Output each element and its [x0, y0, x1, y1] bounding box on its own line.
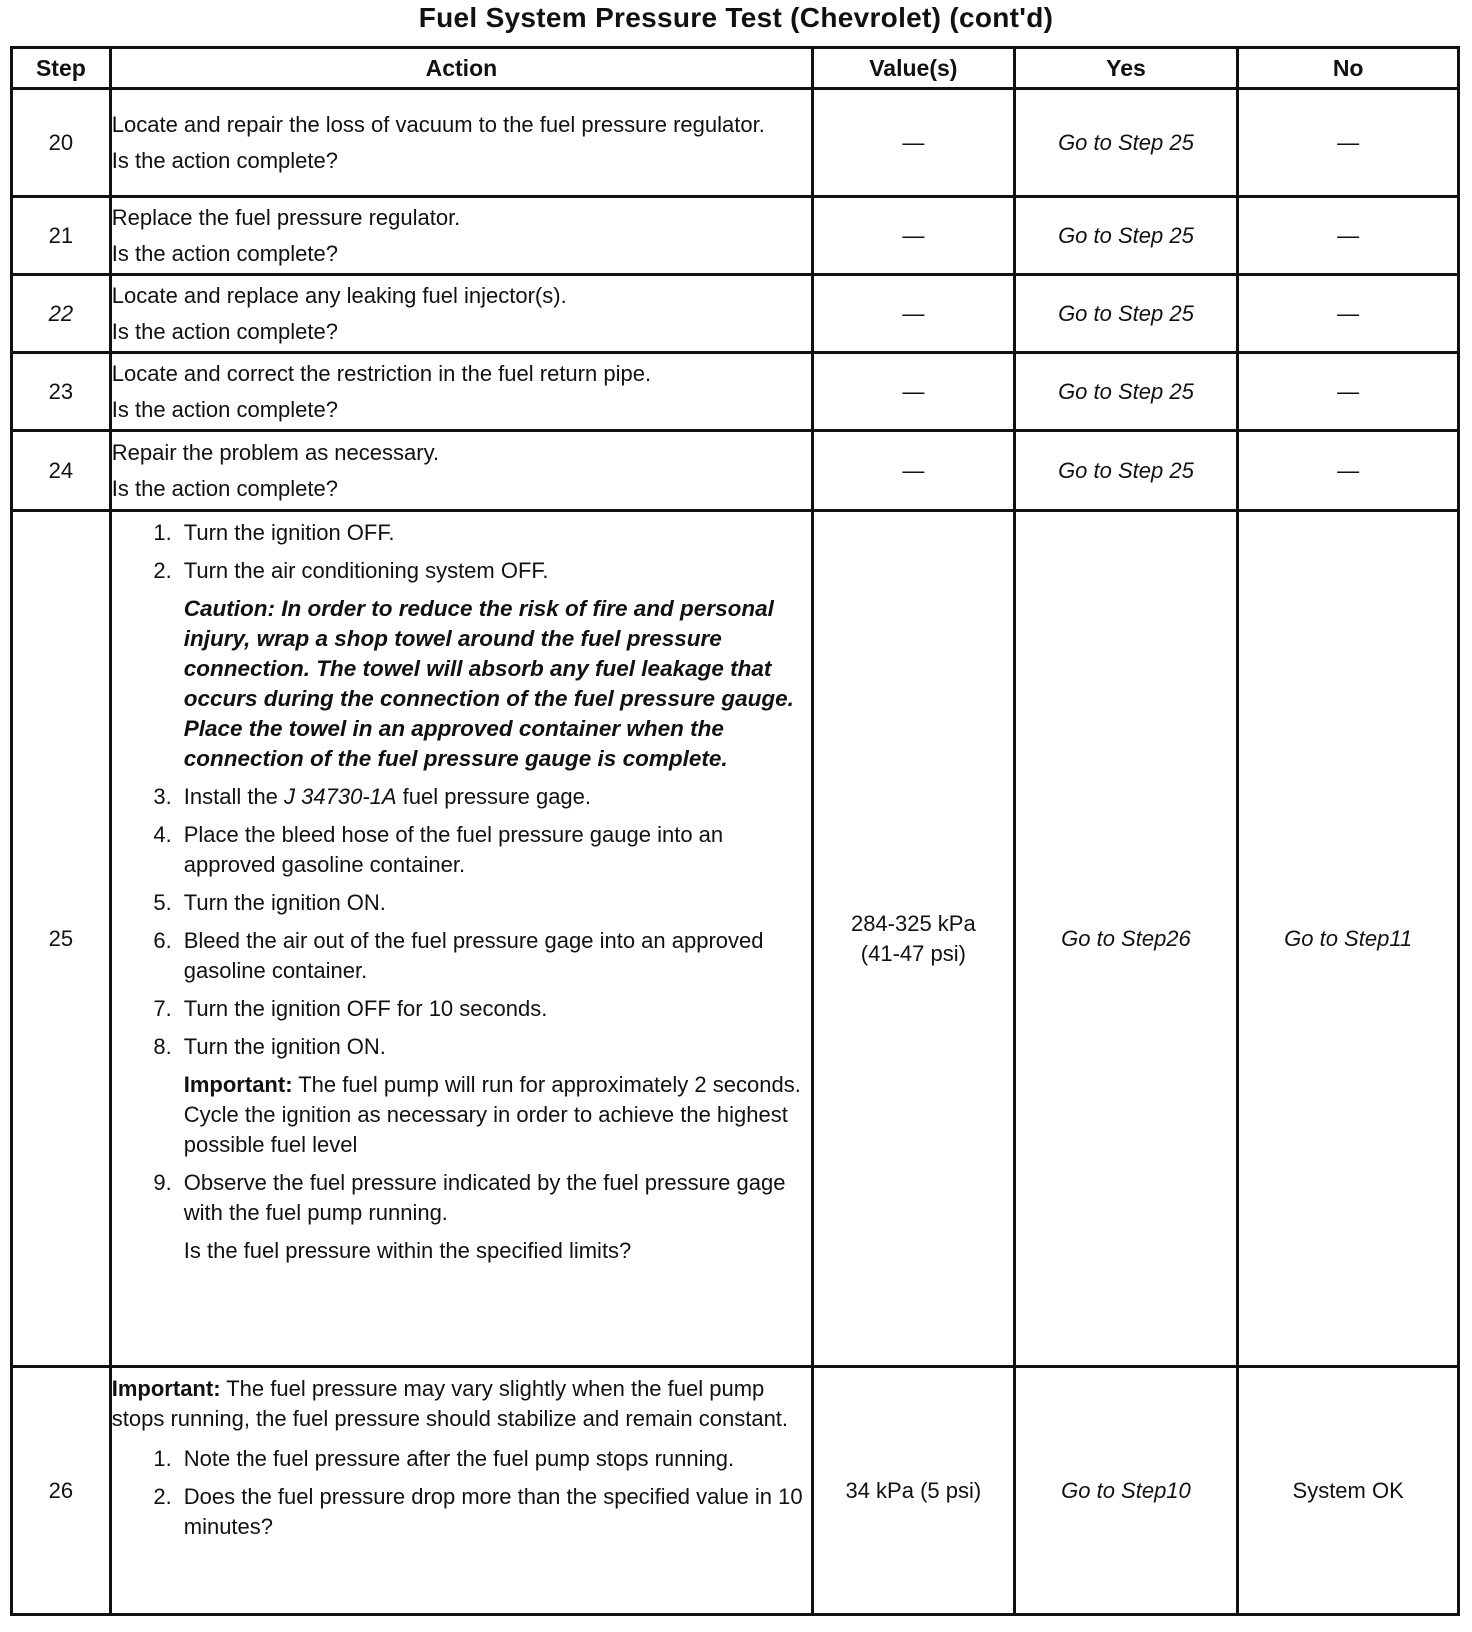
step-number: 24 — [12, 431, 111, 511]
yes-cell — [1014, 431, 1238, 511]
caution-note: Caution: In order to reduce the risk of fire and personal injury, wrap a shop towel around the fuel pressure connection. The towel will absorb any fuel leakage that occurs during the connection of the fuel pressure gauge. Place the towel in an approved container when the connection of the fuel pressure gauge is complete. — [183, 596, 794, 771]
action-cell — [110, 431, 812, 511]
no-cell — [1238, 1367, 1459, 1615]
action-question: Is the action complete? — [111, 147, 338, 173]
step-number: 22 — [12, 275, 111, 353]
yes-cell — [1014, 1367, 1238, 1615]
header-yes: Yes — [1014, 48, 1238, 89]
action-cell — [110, 89, 812, 197]
yes-cell — [1014, 511, 1238, 1367]
action-question: Is the action complete? — [111, 318, 338, 344]
action-text: Locate and repair the loss of vacuum to the fuel pressure regulator. — [111, 111, 765, 137]
action-cell — [110, 1367, 812, 1615]
yes-link[interactable]: Go to Step 25 — [1058, 457, 1194, 483]
action-cell — [110, 511, 812, 1367]
table-row — [12, 89, 1459, 197]
value-cell: — — [813, 89, 1015, 197]
action-question: Is the action complete? — [111, 240, 338, 266]
no-cell: — — [1238, 197, 1459, 275]
instruction-list — [112, 1444, 811, 1542]
yes-link[interactable]: Go to Step 25 — [1058, 129, 1194, 155]
important-note: Important: The fuel pressure may vary slightly when the fuel pump stops running, the fuel pressure should stabilize and remain constant. — [111, 1376, 789, 1431]
header-step: Step — [12, 48, 111, 89]
no-cell: — — [1238, 431, 1459, 511]
yes-link[interactable]: Go to Step10 — [1061, 1477, 1191, 1503]
no-link[interactable]: Go to Step11 — [1284, 925, 1413, 951]
yes-cell — [1014, 89, 1238, 197]
value-cell — [813, 511, 1015, 1367]
list-item: 4. Place the bleed hose of the fuel pressure gauge into an approved gasoline container. — [153, 822, 724, 877]
table-row — [12, 197, 1459, 275]
action-cell — [110, 197, 812, 275]
value-kpa: 284-325 kPa — [850, 910, 976, 936]
no-cell — [1238, 511, 1459, 1367]
value-cell: — — [813, 353, 1015, 431]
step-number: 23 — [12, 353, 111, 431]
header-no: No — [1238, 48, 1459, 89]
action-cell — [110, 275, 812, 353]
action-text: Locate and correct the restriction in the fuel return pipe. — [111, 360, 652, 386]
important-note: Important: The fuel pump will run for approximately 2 seconds. Cycle the ignition as necessary in order to achieve the highest possible fuel level — [183, 1072, 801, 1157]
list-item: 8. Turn the ignition ON. — [153, 1034, 386, 1059]
no-cell: — — [1238, 353, 1459, 431]
no-cell: — — [1238, 275, 1459, 353]
yes-link[interactable]: Go to Step 25 — [1058, 378, 1194, 404]
list-item: 1. Turn the ignition OFF. — [153, 520, 395, 545]
action-question: Is the fuel pressure within the specified limits? — [183, 1238, 632, 1263]
value-cell: — — [813, 197, 1015, 275]
table-row — [12, 1367, 1459, 1615]
list-item: 2. Turn the air conditioning system OFF. — [153, 558, 549, 583]
list-item: 6. Bleed the air out of the fuel pressure gage into an approved gasoline container. — [153, 928, 764, 983]
step-number: 26 — [12, 1367, 111, 1615]
list-item: 3. Install the J 34730-1A fuel pressure gage. — [153, 784, 592, 809]
table-row — [12, 275, 1459, 353]
yes-link[interactable]: Go to Step 25 — [1058, 222, 1194, 248]
action-text: Replace the fuel pressure regulator. — [111, 204, 461, 230]
action-question: Is the action complete? — [111, 396, 338, 422]
yes-cell — [1014, 275, 1238, 353]
yes-link[interactable]: Go to Step26 — [1061, 925, 1191, 951]
instruction-list — [112, 782, 811, 1062]
yes-cell — [1014, 197, 1238, 275]
list-item: 5. Turn the ignition ON. — [153, 890, 386, 915]
no-result: System OK — [1292, 1477, 1404, 1503]
list-item: 1. Note the fuel pressure after the fuel pump stops running. — [153, 1446, 735, 1471]
header-value: Value(s) — [813, 48, 1015, 89]
table-row — [12, 353, 1459, 431]
list-item: 7. Turn the ignition OFF for 10 seconds. — [153, 996, 548, 1021]
action-cell — [110, 353, 812, 431]
no-cell: — — [1238, 89, 1459, 197]
instruction-list — [112, 1168, 811, 1228]
value-psi: (41-47 psi) — [860, 940, 966, 966]
list-item: 9. Observe the fuel pressure indicated by the fuel pressure gage with the fuel pump running. — [153, 1170, 786, 1225]
action-text: Repair the problem as necessary. — [111, 439, 440, 465]
header-row — [12, 48, 1459, 89]
table-row — [12, 511, 1459, 1367]
value-cell: — — [813, 431, 1015, 511]
procedure-table — [10, 46, 1460, 1616]
yes-link[interactable]: Go to Step 25 — [1058, 300, 1194, 326]
step-number: 20 — [12, 89, 111, 197]
action-text: Locate and replace any leaking fuel injector(s). — [111, 282, 567, 308]
tool-number: J 34730-1A — [284, 784, 397, 809]
yes-cell — [1014, 353, 1238, 431]
page-title: Fuel System Pressure Test (Chevrolet) (cont'd) — [418, 2, 1054, 33]
header-action: Action — [110, 48, 812, 89]
table-row — [12, 431, 1459, 511]
action-question: Is the action complete? — [111, 475, 338, 501]
value-cell: 34 kPa (5 psi) — [813, 1367, 1015, 1615]
instruction-list — [112, 518, 811, 586]
step-number: 21 — [12, 197, 111, 275]
list-item: 2. Does the fuel pressure drop more than the specified value in 10 minutes? — [153, 1484, 803, 1539]
value-cell: — — [813, 275, 1015, 353]
step-number: 25 — [12, 511, 111, 1367]
